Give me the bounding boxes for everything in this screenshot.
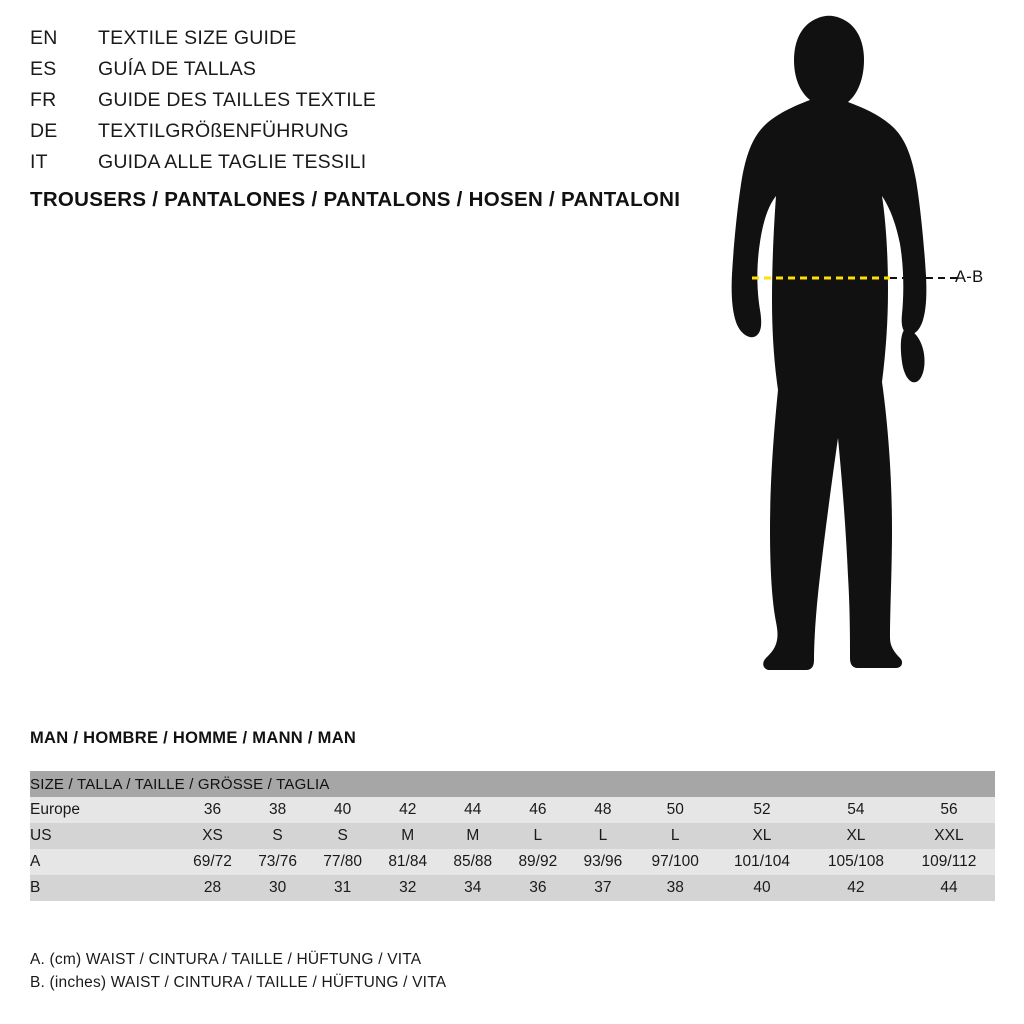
- table-band-header: [30, 771, 995, 797]
- cell: 44: [440, 797, 505, 823]
- language-text: TEXTILGRÖßENFÜHRUNG: [98, 120, 349, 142]
- cell: 52: [715, 797, 809, 823]
- language-row: [30, 27, 650, 58]
- language-code: IT: [30, 151, 48, 173]
- size-table: [30, 771, 995, 901]
- language-code: EN: [30, 27, 58, 49]
- band-header-label: SIZE / TALLA / TAILLE / GRÖSSE / TAGLIA: [30, 771, 995, 797]
- cell: 40: [310, 797, 375, 823]
- footnote-b: B. (inches) WAIST / CINTURA / TAILLE / HÜFTUNG / VITA: [30, 974, 447, 991]
- measurement-figure: [690, 10, 1010, 680]
- table-row: [30, 797, 995, 823]
- cell: 85/88: [440, 849, 505, 875]
- cell: XL: [715, 823, 809, 849]
- language-text: GUIDA ALLE TAGLIE TESSILI: [98, 151, 367, 173]
- cell: XL: [809, 823, 903, 849]
- cell: 28: [180, 875, 245, 901]
- male-silhouette-icon: [732, 16, 927, 670]
- footnote-a: A. (cm) WAIST / CINTURA / TAILLE / HÜFTUNG / VITA: [30, 951, 422, 968]
- language-code: FR: [30, 89, 57, 111]
- language-row: [30, 151, 650, 182]
- cell: 36: [180, 797, 245, 823]
- cell: 37: [570, 875, 635, 901]
- cell: 81/84: [375, 849, 440, 875]
- table-row: [30, 823, 995, 849]
- cell: 48: [570, 797, 635, 823]
- row-label: US: [30, 823, 180, 849]
- language-row: [30, 120, 650, 151]
- footnotes: [30, 948, 446, 994]
- cell: 54: [809, 797, 903, 823]
- language-text: TEXTILE SIZE GUIDE: [98, 27, 297, 49]
- cell: 32: [375, 875, 440, 901]
- language-code: DE: [30, 120, 58, 142]
- language-code: ES: [30, 58, 57, 80]
- cell: 50: [635, 797, 715, 823]
- language-row: [30, 89, 650, 120]
- cell: 97/100: [635, 849, 715, 875]
- table-row: [30, 875, 995, 901]
- table-section-title: MAN / HOMBRE / HOMME / MANN / MAN: [30, 729, 357, 747]
- cell: 46: [505, 797, 570, 823]
- cell: XXL: [903, 823, 995, 849]
- cell: 31: [310, 875, 375, 901]
- language-row: [30, 58, 650, 89]
- ab-measure-label: A-B: [955, 268, 984, 286]
- table-row: [30, 849, 995, 875]
- cell: 109/112: [903, 849, 995, 875]
- cell: 101/104: [715, 849, 809, 875]
- cell: 44: [903, 875, 995, 901]
- cell: L: [635, 823, 715, 849]
- cell: M: [440, 823, 505, 849]
- garment-title: TROUSERS / PANTALONES / PANTALONS / HOSEN / PANTALONI: [30, 188, 681, 211]
- cell: 38: [245, 797, 310, 823]
- cell: 42: [809, 875, 903, 901]
- cell: 56: [903, 797, 995, 823]
- row-label: B: [30, 875, 180, 901]
- cell: 34: [440, 875, 505, 901]
- cell: M: [375, 823, 440, 849]
- cell: 42: [375, 797, 440, 823]
- cell: 105/108: [809, 849, 903, 875]
- cell: 36: [505, 875, 570, 901]
- cell: S: [310, 823, 375, 849]
- row-label: Europe: [30, 797, 180, 823]
- cell: 40: [715, 875, 809, 901]
- cell: L: [505, 823, 570, 849]
- language-text: GUÍA DE TALLAS: [98, 58, 257, 80]
- cell: S: [245, 823, 310, 849]
- cell: 38: [635, 875, 715, 901]
- cell: XS: [180, 823, 245, 849]
- cell: 69/72: [180, 849, 245, 875]
- language-list: [30, 27, 650, 182]
- cell: 77/80: [310, 849, 375, 875]
- cell: 93/96: [570, 849, 635, 875]
- cell: 73/76: [245, 849, 310, 875]
- language-text: GUIDE DES TAILLES TEXTILE: [98, 89, 377, 111]
- cell: 30: [245, 875, 310, 901]
- row-label: A: [30, 849, 180, 875]
- cell: 89/92: [505, 849, 570, 875]
- cell: L: [570, 823, 635, 849]
